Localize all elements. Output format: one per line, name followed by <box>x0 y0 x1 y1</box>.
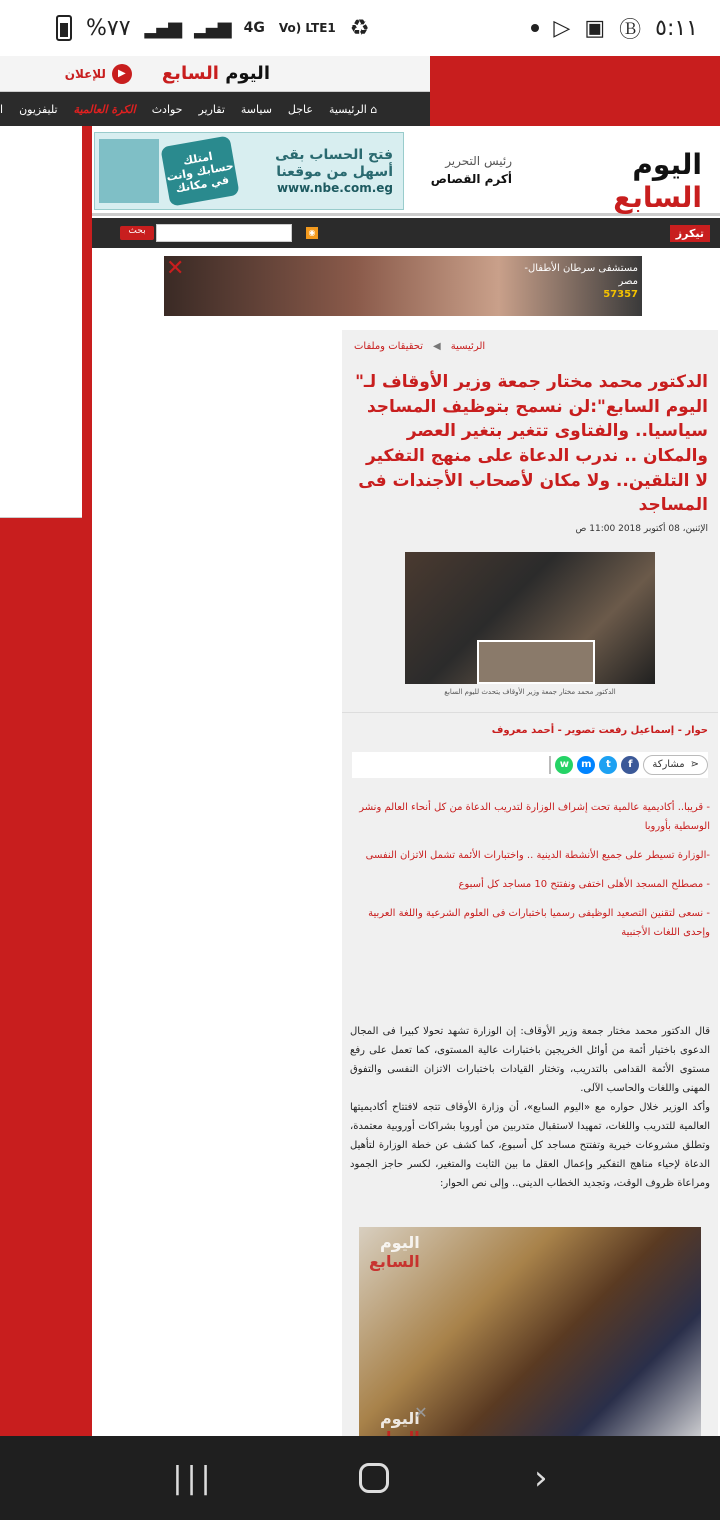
article-highlights <box>342 778 718 942</box>
share-bar <box>352 752 708 778</box>
nav-tv[interactable]: تليفزيون <box>19 102 58 116</box>
top-logo[interactable] <box>162 63 270 84</box>
close-ad-icon[interactable]: ✕ <box>414 1403 428 1422</box>
highlight-item: - مصطلح المسجد الأهلى اختفى ونفتتح 10 مساجد كل أسبوع <box>458 878 710 890</box>
b-icon: Ⓑ <box>619 17 642 43</box>
highlight-item: - قريبا.. أكاديمية عالمية تحت إشراف الوزارة لتدريب الدعاة من كل أنحاء العالم ونشر الوسطية بأوروبا <box>359 801 710 832</box>
hospital-banner[interactable] <box>92 256 720 322</box>
status-left <box>56 15 370 41</box>
image-icon: ▣ <box>584 15 606 41</box>
photo-watermark-top <box>369 1233 420 1271</box>
article-paragraph: وأكد الوزير خلال حواره مع «اليوم السابع»، أن وزارة الأوقاف تتجه لافتتاح أكاديميتها العالمية للتدريب واللغات، تمهيدا لاستقبال متدربين من أوروبا بشراكات أوروبية معتمدة، وتطلق مشروعات خيرية وتفتتح مساجد كل أسبوع، كما كشف عن خطة الوزارة لتأهيل الدعاة لإحياء مناهج التفكير وإعمال العقل ما بين الثابت والمتغير، لكسر حاجز الجمود ومراعاة ظروف الوقت، وتجديد الخطاب الدينى.. وإلى نص الحوار: <box>350 1101 710 1189</box>
ad-text <box>235 147 403 195</box>
ad-url: www.nbe.com.eg <box>276 180 393 195</box>
nav-world-football[interactable]: الكرة العالمية <box>73 102 136 116</box>
editor-label: رئيس التحرير <box>445 154 512 168</box>
advertise-label: للإعلان <box>64 66 106 81</box>
article <box>342 330 718 1436</box>
highlight-item: -الوزارة تسيطر على جميع الأنشطة الدينية .. واختبارات الأئمة تشمل الاتزان النفسى <box>365 849 710 861</box>
signal-icon-2: ▂▄▆ <box>194 17 230 39</box>
nav-home-label: الرئيسية <box>328 102 367 116</box>
editor-name: أكرم القصاص <box>430 172 512 186</box>
web-page[interactable] <box>0 56 720 1436</box>
share-button[interactable] <box>643 755 708 775</box>
highlight-item: - نسعى لتقنين التصعيد الوظيفى رسميا باختبارات فى العلوم الشرعية واللغة العربية وإحدى اللغات الأجنبية <box>368 907 710 938</box>
search-input[interactable] <box>156 224 292 242</box>
article-body <box>342 942 718 1193</box>
nav-breaking[interactable]: عاجل <box>287 102 313 116</box>
article-date: الإثنين، 08 أكتوبر 2018 11:00 ص <box>575 523 708 534</box>
top-header <box>0 56 430 92</box>
share-icon: ⋖ <box>690 759 699 771</box>
site-logo[interactable] <box>554 148 702 214</box>
nav-home[interactable]: ⌂ الرئيسية <box>328 102 378 116</box>
share-divider <box>549 756 551 774</box>
play-circle-icon: ▶ <box>112 64 132 84</box>
whatsapp-icon[interactable]: w <box>555 756 573 774</box>
rss-icon[interactable]: ◉ <box>306 227 318 239</box>
hospital-text <box>522 262 638 301</box>
clock: ٥:١١ <box>655 15 698 41</box>
breadcrumb <box>342 330 718 362</box>
article-main-photo[interactable] <box>405 552 655 684</box>
back-icon[interactable]: › <box>534 1458 548 1498</box>
main-nav <box>0 92 430 126</box>
nav-accidents[interactable]: حوادث <box>151 102 183 116</box>
search-button[interactable]: بحث <box>120 226 154 240</box>
bank-ad-banner[interactable] <box>94 132 404 210</box>
system-nav-bar <box>0 1436 720 1520</box>
article-second-photo[interactable] <box>359 1227 701 1453</box>
hospital-banner-image <box>164 256 642 316</box>
top-logo-red: السابع <box>161 63 219 84</box>
battery-percent: %٧٧ <box>86 15 131 41</box>
byline: حوار - إسماعيل رفعت تصوير - أحمد معروف <box>491 724 708 736</box>
hospital-number: 57357 <box>603 289 638 300</box>
hospital-name: مستشفى سرطان الأطفال-مصر <box>524 263 638 287</box>
notification-dot-icon <box>531 24 539 32</box>
watermark-black: اليوم <box>379 1408 420 1428</box>
ad-title: فتح الحساب بقى أسهل من موقعنا <box>275 147 393 180</box>
close-icon[interactable]: ✕ <box>166 256 185 281</box>
watermark-red: السابع <box>369 1251 420 1271</box>
advertise-link[interactable] <box>65 64 132 84</box>
home-icon[interactable] <box>359 1463 389 1493</box>
editor-info <box>422 154 512 186</box>
messenger-icon[interactable]: m <box>577 756 595 774</box>
chevron-left-icon: ◀ <box>433 340 441 352</box>
share-label: مشاركة <box>652 759 685 771</box>
breadcrumb-home[interactable]: الرئيسية <box>450 340 486 352</box>
play-icon: ▷ <box>553 15 571 41</box>
nav-reports[interactable]: تقارير <box>198 102 225 116</box>
breadcrumb-section[interactable]: تحقيقات وملفات <box>354 340 424 352</box>
nav-politics[interactable]: سياسة <box>240 102 272 116</box>
twitter-icon[interactable]: t <box>599 756 617 774</box>
nav-more[interactable]: ا <box>0 102 4 116</box>
article-title: الدكتور محمد مختار جمعة وزير الأوقاف لـ" اليوم السابع":لن نسمح بتوظيف المساجد سياسيا.. والفتاوى تتغير بتغير العصر والمكان .. ندرب الدعاة على منهج التفكير لا التلقين.. ولا مكان لأصحاب الأجندات فى المساجد <box>355 372 708 516</box>
photo-inset <box>477 640 595 684</box>
logo-red: السابع <box>613 181 702 214</box>
top-logo-black: اليوم <box>225 63 270 84</box>
status-right <box>531 13 698 44</box>
article-paragraph: قال الدكتور محمد مختار جمعة وزير الأوقاف: إن الوزارة تشهد تحولا كبيرا فى المجال الدعوى باختيار أئمة من أوائل الخريجين باختبارات عالية المستوى، كما تعمل على رفع مستوى الأئمة القدامى بالتدريب، وتختار القيادات باختبارات الاتزان النفسى والتفوق المهنى واللغات والحاسب الآلى. <box>350 1025 710 1094</box>
network-type: 4G <box>243 20 265 36</box>
ticker-bar <box>92 218 720 248</box>
main-column <box>92 126 720 1436</box>
battery-icon <box>56 15 72 41</box>
ticker-label: تيكرز <box>670 225 710 242</box>
status-bar <box>0 0 720 56</box>
recents-icon[interactable]: ||| <box>172 1460 215 1496</box>
logo-black: اليوم <box>632 148 702 181</box>
ad-badge: امتلك حسابك وانت في مكانك <box>160 135 239 206</box>
ad-image <box>99 139 159 203</box>
lte-indicator: Vo) LTE1 <box>278 21 336 35</box>
facebook-icon[interactable]: f <box>621 756 639 774</box>
recycle-icon: ♻ <box>349 15 370 41</box>
signal-icon: ▂▄▆ <box>144 17 181 39</box>
site-header <box>92 126 720 216</box>
photo-caption: الدكتور محمد مختار جمعة وزير الأوقاف يتحدث لليوم السابع <box>444 687 616 696</box>
watermark-black: اليوم <box>379 1232 420 1252</box>
